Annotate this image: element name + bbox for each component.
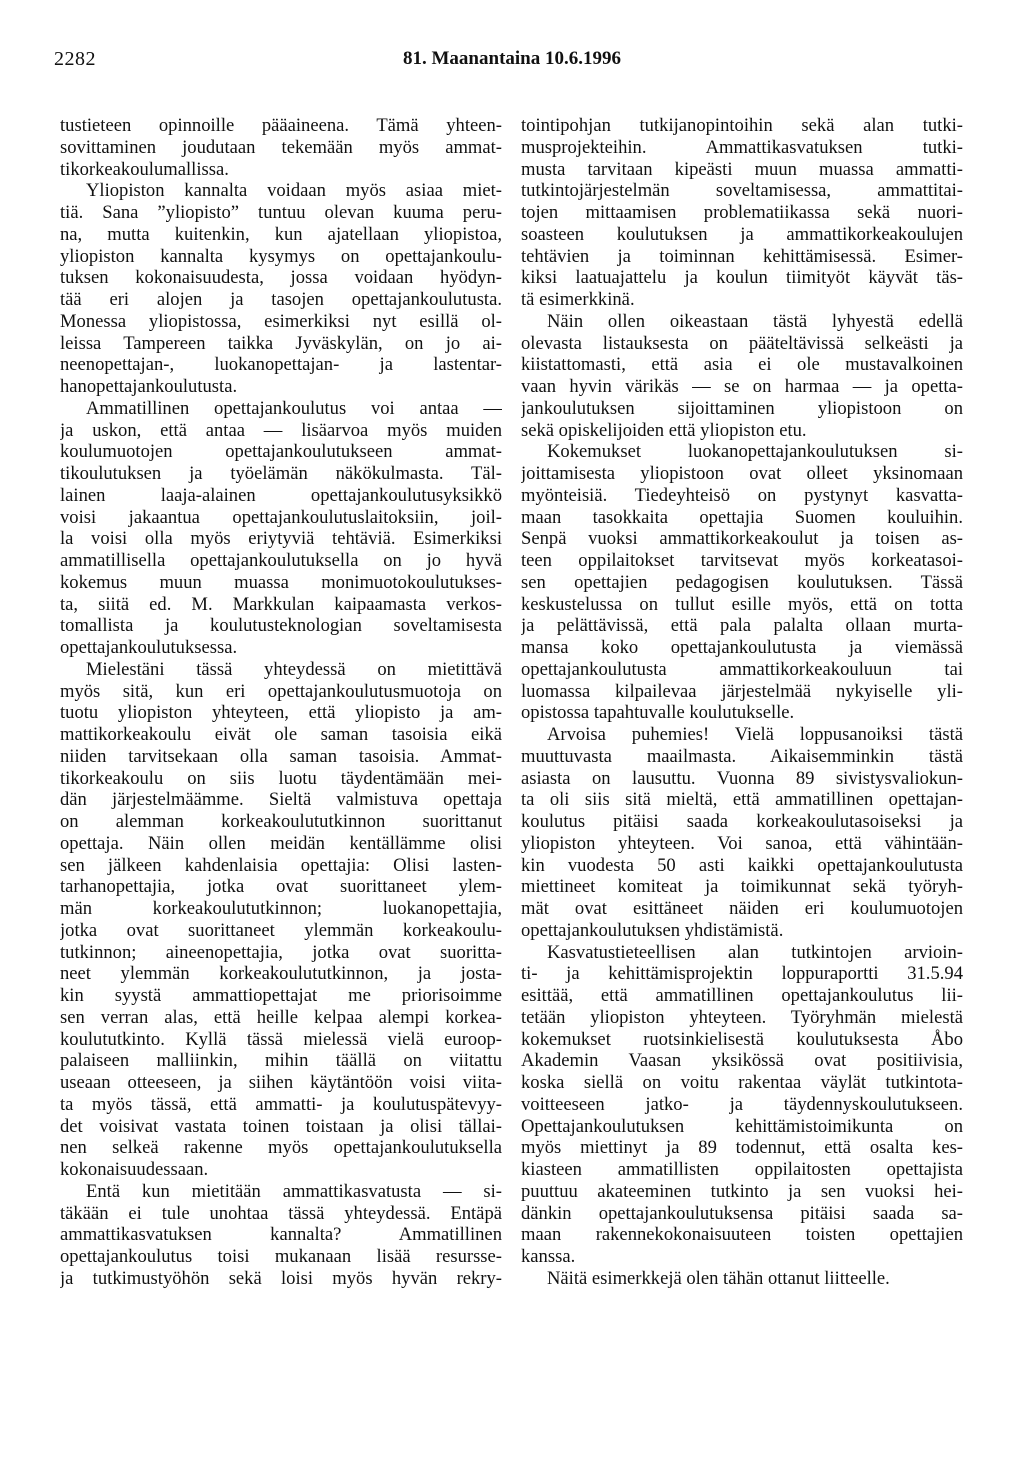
text-line: dän järjestelmäämme. Sieltä valmistuva opettaja (60, 789, 502, 811)
text-line: kokemus muun muassa monimuotokoulutukses- (60, 571, 502, 593)
running-head: 81. Maanantaina 10.6.1996 (403, 48, 621, 69)
text-line: Monessa yliopistossa, esimerkiksi nyt esillä ol- (60, 310, 502, 332)
text-line: opistossa tapahtuvalle koulutukselle. (521, 702, 795, 724)
text-line: na, mutta kuitenkin, kun ajatellaan yliopistoa, (60, 223, 502, 245)
text-line: kokemukset ruotsinkielisestä koulutuksesta Åbo (521, 1028, 963, 1050)
text-line: yliopiston kannalta kysymys on opettajankoulu- (60, 245, 502, 267)
text-line: täkään ei tule unohtaa tässä yhteydessä. Entäpä (60, 1202, 502, 1224)
text-line: män korkeakoulututkinnon; luokanopettajia, (60, 898, 502, 919)
text-line: niiden tarvitsekaan olla saman tasoisia. Ammat- (60, 745, 502, 767)
text-line: tetään yliopiston yhteyteen. Työryhmän mielestä (521, 1006, 963, 1028)
text-line: jankoulutuksen sijoittaminen yliopistoon on (521, 397, 963, 419)
text-line: neet ylemmän korkeakoulututkinnon, ja josta- (60, 963, 502, 985)
text-line: musprojekteihin. Ammattikasvatuksen tutki- (521, 136, 963, 158)
text-line: ti- ja kehittämisprojektin loppuraportti 31.5.94 (521, 963, 963, 985)
text-line: Akademin Vaasan yksikössä ovat positiivisia, (521, 1050, 963, 1072)
text-line: Opettajankoulutuksen kehittämistoimikunta on (521, 1115, 963, 1137)
text-line: asiasta on lausuttu. Vuonna 89 sivistysvaliokun- (521, 767, 963, 789)
text-line: dänkin opettajankoulutuksensa pitäisi saada sa- (521, 1202, 963, 1224)
text-line: on alemman korkeakoulututkinnon suorittanut (60, 811, 502, 832)
text-line: myönteisiä. Tiedeyhteisö on pystynyt kasvatta- (521, 484, 963, 506)
text-line: opettaja. Näin ollen meidän kentällämme olisi (60, 832, 502, 854)
text-line: tarhanopettajia, jotka ovat suorittaneet ylem- (60, 876, 502, 898)
text-line: koulutus pitäisi saada korkeakoulutasoiseksi ja (521, 811, 963, 832)
text-line: mät ovat esittäneet näiden eri koulumuotojen (521, 898, 963, 919)
text-line: tiä. Sana ”yliopisto” tuntuu olevan kuuma peru- (60, 202, 502, 223)
text-line: Näin ollen oikeastaan tästä lyhyestä edellä (547, 310, 963, 332)
text-line: Arvoisa puhemies! Vielä loppusanoiksi tästä (547, 724, 963, 745)
text-line: maan tasokkaita opettajia Suomen kouluihin. (521, 506, 963, 528)
page-number: 2282 (54, 48, 96, 70)
text-line: hanopettajankoulutusta. (60, 376, 238, 397)
text-line: lainen laaja-alainen opettajankoulutusyksikkö (60, 484, 502, 506)
text-line: palaiseen malliinkin, mihin täällä on viitattu (60, 1050, 502, 1072)
text-line: opettajankoulutuksessa. (60, 637, 238, 658)
text-line: Yliopiston kannalta voidaan myös asiaa miet- (86, 180, 502, 202)
text-line: kiksi laatuajattelu ja koulun tiimityöt käyvät täs- (521, 267, 963, 289)
text-line: tikoulutuksen ja työelämän näkökulmasta. Täl- (60, 463, 502, 484)
text-line: myös miettinyt ja 89 todennut, että osalta kes- (521, 1137, 963, 1159)
text-line: sovittaminen joudutaan tekemään myös ammat- (60, 136, 502, 158)
text-line: leissa Tampereen taikka Jyväskylän, on jo ai- (60, 332, 502, 354)
text-line: tikorkeakoulumallissa. (60, 158, 229, 180)
text-line: koulumuotojen opettajankoulutukseen ammat- (60, 441, 502, 463)
text-line: ja tutkimustyöhön sekä loisi myös hyvän rekry- (60, 1267, 502, 1289)
text-line: tää eri alojen ja tasojen opettajankoulutusta. (60, 289, 502, 310)
text-line: kanssa. (521, 1246, 576, 1267)
text-line: kin vuodesta 50 asti kaikki opettajankoulutusta (521, 854, 963, 876)
text-line: voitteeseen jatko- ja täydennyskoulutukseen. (521, 1093, 963, 1115)
text-line: ammattikasvatuksen kannalta? Ammatillinen (60, 1224, 502, 1246)
text-line: sen jälkeen kahdenlaisia opettajia: Olisi lasten- (60, 854, 502, 876)
text-line: tikorkeakoulu on siis luotu täydentämään mei- (60, 767, 502, 789)
text-line: opettajankoulutusta ammattikorkeakouluun tai (521, 658, 963, 680)
right-column (521, 115, 963, 1290)
text-line: koska siellä on voitu rakentaa väylät tutkintota- (521, 1072, 963, 1093)
text-line: luomassa kilpailevaa järjestelmää nykyiselle yli- (521, 680, 963, 702)
text-line: sen opettajien pedagogisen koulutuksen. Tässä (521, 571, 963, 593)
text-line: koulututkinto. Kyllä tässä mielessä vielä euroop- (60, 1028, 502, 1050)
text-line: tuksen kokonaisuudesta, jossa voidaan hyödyn- (60, 267, 502, 289)
text-line: tä esimerkkinä. (521, 289, 635, 310)
text-line: esittää, että ammatillinen opettajankoulutus lii- (521, 985, 963, 1006)
text-line: miettineet komiteat ja toimikunnat sekä työryh- (521, 876, 963, 898)
text-line: ja pelättävissä, että pala palalta ollaan murta- (521, 615, 963, 637)
text-line: ammatillisella opettajankoulutuksella on jo hyvä (60, 550, 502, 571)
text-line: puuttuu akateeminen tutkinto ja sen vuoksi hei- (521, 1180, 963, 1202)
text-line: maan rakennekokonaisuuteen toisten opettajien (521, 1224, 963, 1246)
text-line: ta, siitä ed. M. Markkulan kaipaamasta verkos- (60, 593, 502, 615)
text-line: voisi jakaantua opettajankoulutuslaitoksiin, joil- (60, 506, 502, 528)
text-line: opettajankoulutus toisi mukanaan lisää resursse- (60, 1246, 502, 1267)
text-line: sekä opiskelijoiden että yliopiston etu. (521, 419, 807, 441)
text-line: ta oli siis sitä mieltä, että ammatillinen opettajan- (521, 789, 963, 811)
text-line: yliopiston yhteyteen. Voi sanoa, että vähintään- (521, 832, 963, 854)
text-line: ta myös tässä, että ammatti- ja koulutuspätevyy- (60, 1093, 502, 1115)
text-line: Näitä esimerkkejä olen tähän ottanut liitteelle. (547, 1267, 890, 1289)
text-line: myös sitä, kun eri opettajankoulutusmuotoja on (60, 680, 502, 702)
text-line: neenopettajan-, luokanopettajan- ja lastentar- (60, 354, 502, 376)
left-column (60, 115, 502, 1290)
text-line: Entä kun mietitään ammattikasvatusta — si- (86, 1180, 502, 1202)
text-line: tointipohjan tutkijanopintoihin sekä alan tutki- (521, 115, 963, 136)
text-line: kokonaisuudessaan. (60, 1159, 209, 1180)
text-line: tojen mittaamisen problematiikassa sekä nuori- (521, 202, 963, 223)
text-line: la voisi olla myös eriytyviä tehtäviä. Esimerkiksi (60, 528, 502, 550)
text-line: olevasta listauksesta on pääteltävissä selkeästi ja (521, 332, 963, 354)
text-line: kiasteen ammatillisten oppilaitosten opettajista (521, 1159, 963, 1180)
text-line: muuttuvasta maailmasta. Aikaisemminkin tästä (521, 745, 963, 767)
text-line: Ammatillinen opettajankoulutus voi antaa — (86, 397, 502, 419)
text-line: Mielestäni tässä yhteydessä on mietittävä (86, 658, 502, 680)
text-line: sen verran alas, että heille kelpaa alempi korkea- (60, 1006, 502, 1028)
text-line: teen oppilaitokset tarvitsevat myös korkeatasoi- (521, 550, 963, 571)
text-line: mattikorkeakoulu eivät ole saman tasoisia eikä (60, 724, 502, 745)
text-line: mansa koko opettajankoulutusta ja viemässä (521, 637, 963, 658)
text-line: tuotu yliopiston yhteyteen, että yliopisto ja am- (60, 702, 502, 724)
text-line: tomallista ja koulutusteknologian soveltamisesta (60, 615, 502, 637)
text-line: tutkintojärjestelmän soveltamisessa, ammattitai- (521, 180, 963, 202)
text-line: jotka ovat suorittaneet ylemmän korkeakoulu- (60, 919, 502, 941)
text-line: det voisivat vastata toinen toistaan ja olisi tällai- (60, 1115, 502, 1137)
text-line: joittamisesta yliopistoon ovat olleet yksinomaan (521, 463, 963, 484)
text-line: tehtävien ja toiminnan kehittämisessä. Esimer- (521, 245, 963, 267)
text-line: tutkinnon; aineenopettajia, jotka ovat suoritta- (60, 941, 502, 963)
text-line: useaan otteeseen, ja siihen käytäntöön voisi viita- (60, 1072, 502, 1093)
text-line: opettajankoulutuksen yhdistämistä. (521, 919, 784, 941)
text-line: soasteen koulutuksen ja ammattikorkeakoulujen (521, 223, 963, 245)
text-line: ja uskon, että antaa — lisäarvoa myös muiden (60, 419, 502, 441)
text-line: keskustelussa on tullut esille myös, että on totta (521, 593, 963, 615)
text-line: kiistattomasti, että asia ei ole mustavalkoinen (521, 354, 963, 376)
text-line: musta tarvitaan kipeästi muun muassa ammatti- (521, 158, 963, 180)
text-line: Kokemukset luokanopettajankoulutuksen si- (547, 441, 963, 463)
text-line: Kasvatustieteellisen alan tutkintojen arvioin- (547, 941, 963, 963)
text-line: vaan hyvin värikäs — se on harmaa — ja opetta- (521, 376, 963, 397)
text-line: nen selkeä rakenne myös opettajankoulutuksella (60, 1137, 502, 1159)
text-line: kin syystä ammattiopettajat me priorisoimme (60, 985, 502, 1006)
text-line: Senpä vuoksi ammattikorkeakoulut ja toisen as- (521, 528, 963, 550)
text-line: tustieteen opinnoille pääaineena. Tämä yhteen- (60, 115, 502, 136)
